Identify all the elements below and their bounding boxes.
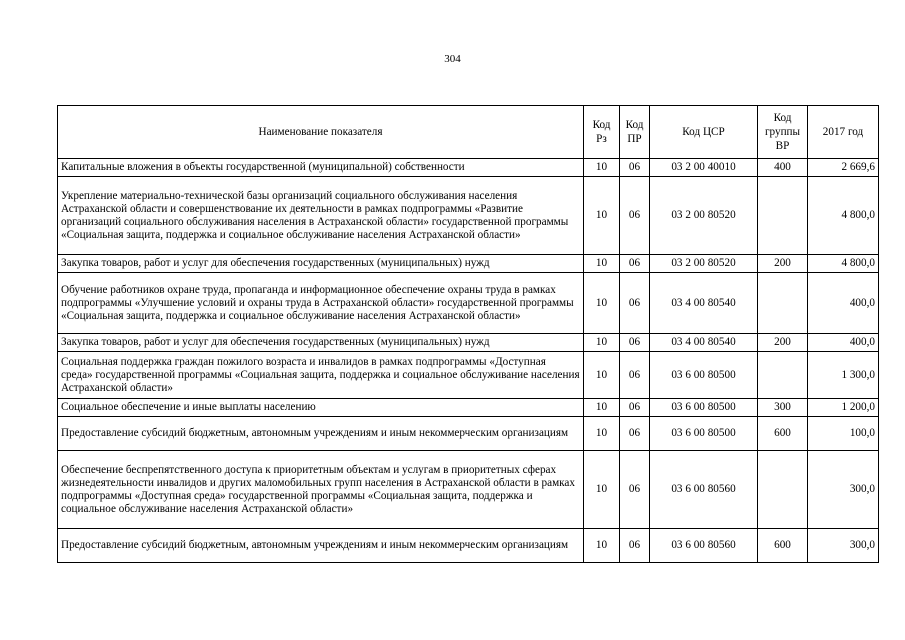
row-name: Социальная поддержка граждан пожилого возраста и инвалидов в рамках подпрограммы «Доступная среда» государственной программы «Социальная защита, поддержка и социальное обслуживание населения Астраханской области» xyxy=(58,352,584,399)
budget-table xyxy=(57,105,879,563)
row-rz: 10 xyxy=(584,159,620,177)
row-csr: 03 6 00 80560 xyxy=(650,451,758,529)
row-vr: 600 xyxy=(758,417,808,451)
row-csr: 03 4 00 80540 xyxy=(650,273,758,334)
row-rz: 10 xyxy=(584,177,620,255)
table-row xyxy=(58,273,879,334)
row-amount: 4 800,0 xyxy=(808,177,879,255)
row-pr: 06 xyxy=(620,399,650,417)
row-pr: 06 xyxy=(620,529,650,563)
row-name: Предоставление субсидий бюджетным, автономным учреждениям и иным некоммерческим организациям xyxy=(58,529,584,563)
row-csr: 03 2 00 40010 xyxy=(650,159,758,177)
row-name: Закупка товаров, работ и услуг для обеспечения государственных (муниципальных) нужд xyxy=(58,334,584,352)
header-pr: Код ПР xyxy=(620,106,650,159)
row-amount: 400,0 xyxy=(808,334,879,352)
page-number: 304 xyxy=(444,53,461,65)
row-pr: 06 xyxy=(620,177,650,255)
table-row xyxy=(58,159,879,177)
row-pr: 06 xyxy=(620,273,650,334)
row-amount: 100,0 xyxy=(808,417,879,451)
row-csr: 03 6 00 80560 xyxy=(650,529,758,563)
row-rz: 10 xyxy=(584,399,620,417)
table-row xyxy=(58,417,879,451)
row-rz: 10 xyxy=(584,417,620,451)
row-vr: 200 xyxy=(758,334,808,352)
header-name: Наименование показателя xyxy=(58,106,584,159)
row-vr xyxy=(758,451,808,529)
row-pr: 06 xyxy=(620,334,650,352)
row-rz: 10 xyxy=(584,273,620,334)
row-csr: 03 4 00 80540 xyxy=(650,334,758,352)
row-name: Обучение работников охране труда, пропаганда и информационное обеспечение охраны труда в рамках подпрограммы «Улучшение условий и охраны труда в Астраханской области» государственной программы «Социальная защита, поддержка и социальное обслуживание населения Астраханской области» xyxy=(58,273,584,334)
table-row xyxy=(58,255,879,273)
row-name: Капитальные вложения в объекты государственной (муниципальной) собственности xyxy=(58,159,584,177)
row-pr: 06 xyxy=(620,159,650,177)
row-rz: 10 xyxy=(584,352,620,399)
row-vr: 600 xyxy=(758,529,808,563)
row-pr: 06 xyxy=(620,255,650,273)
row-csr: 03 2 00 80520 xyxy=(650,255,758,273)
header-rz: Код Рз xyxy=(584,106,620,159)
row-rz: 10 xyxy=(584,334,620,352)
row-amount: 4 800,0 xyxy=(808,255,879,273)
row-name: Укрепление материально-технической базы организаций социального обслуживания населения Астраханской области и совершенствование их деятельности в рамках подпрограммы «Развитие организаций социального обслуживания населения в Астраханской области» государственной программы «Социальная защита, поддержка и социальное обслуживание населения Астраханской области» xyxy=(58,177,584,255)
row-vr xyxy=(758,177,808,255)
row-csr: 03 6 00 80500 xyxy=(650,352,758,399)
header-vr: Код группы ВР xyxy=(758,106,808,159)
row-amount: 300,0 xyxy=(808,451,879,529)
row-amount: 400,0 xyxy=(808,273,879,334)
row-vr xyxy=(758,273,808,334)
table-row xyxy=(58,177,879,255)
header-year: 2017 год xyxy=(808,106,879,159)
row-csr: 03 6 00 80500 xyxy=(650,417,758,451)
row-rz: 10 xyxy=(584,529,620,563)
row-csr: 03 2 00 80520 xyxy=(650,177,758,255)
table-row xyxy=(58,352,879,399)
table-row xyxy=(58,529,879,563)
row-pr: 06 xyxy=(620,417,650,451)
table-header-row xyxy=(58,106,879,159)
row-amount: 2 669,6 xyxy=(808,159,879,177)
row-pr: 06 xyxy=(620,352,650,399)
row-vr xyxy=(758,352,808,399)
table-row xyxy=(58,334,879,352)
row-rz: 10 xyxy=(584,255,620,273)
table-row xyxy=(58,451,879,529)
row-amount: 1 300,0 xyxy=(808,352,879,399)
row-name: Обеспечение беспрепятственного доступа к приоритетным объектам и услугам в приоритетных сферах жизнедеятельности инвалидов и других маломобильных групп населения в Астраханской области в рамках подпрограммы «Доступная среда» государственной программы «Социальная защита, поддержка и социальное обслуживание населения Астраханской области» xyxy=(58,451,584,529)
table-row xyxy=(58,399,879,417)
row-vr: 400 xyxy=(758,159,808,177)
row-name: Предоставление субсидий бюджетным, автономным учреждениям и иным некоммерческим организациям xyxy=(58,417,584,451)
row-amount: 300,0 xyxy=(808,529,879,563)
row-pr: 06 xyxy=(620,451,650,529)
row-amount: 1 200,0 xyxy=(808,399,879,417)
header-csr: Код ЦСР xyxy=(650,106,758,159)
row-name: Закупка товаров, работ и услуг для обеспечения государственных (муниципальных) нужд xyxy=(58,255,584,273)
row-csr: 03 6 00 80500 xyxy=(650,399,758,417)
row-rz: 10 xyxy=(584,451,620,529)
row-vr: 200 xyxy=(758,255,808,273)
row-vr: 300 xyxy=(758,399,808,417)
row-name: Социальное обеспечение и иные выплаты населению xyxy=(58,399,584,417)
